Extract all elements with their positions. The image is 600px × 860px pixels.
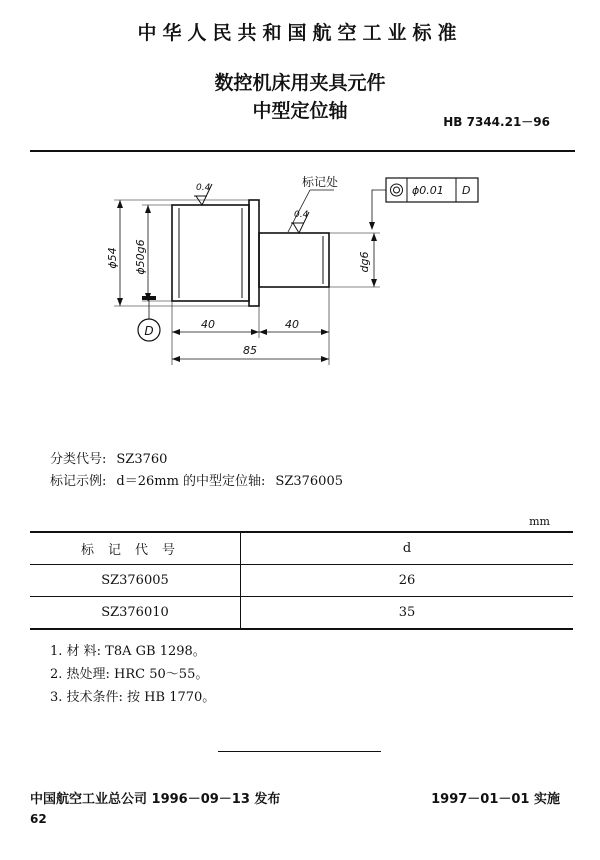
classification-value: SZ3760 xyxy=(116,452,168,467)
row-code: SZ376010 xyxy=(30,597,241,630)
pin-outline xyxy=(259,233,329,287)
end-rule xyxy=(218,751,381,752)
datum-triangle xyxy=(142,296,156,300)
dim-dg6: dg6 xyxy=(358,251,371,273)
note-technical-conditions: 3. 技术条件: 按 HB 1770。 xyxy=(50,690,216,705)
effective-date: 1997－01－01 实施 xyxy=(431,792,560,807)
dim-phi54: ϕ54 xyxy=(106,247,119,269)
marking-note: 标记处 xyxy=(302,175,339,189)
header-d: d xyxy=(241,532,574,565)
example-code: SZ376005 xyxy=(275,474,343,489)
concentricity-icon xyxy=(391,184,403,196)
marking-example-line xyxy=(50,470,353,489)
page-number: 62 xyxy=(30,812,47,826)
standard-number: HB 7344.21－96 xyxy=(443,115,550,129)
example-text: d＝26mm 的中型定位轴: xyxy=(116,474,266,489)
organization-header: 中华人民共和国航空工业标准 xyxy=(137,22,463,44)
table-header-row xyxy=(30,532,573,565)
dim-85: 85 xyxy=(243,344,257,357)
tolerance-value: ϕ0.01 xyxy=(412,184,444,197)
technical-drawing xyxy=(90,160,500,385)
note-heat-treatment: 2. 热处理: HRC 50～55。 xyxy=(50,667,209,682)
dim-phi50g6: ϕ50g6 xyxy=(134,239,147,275)
publisher-line: 中国航空工业总公司 1996－09－13 发布 xyxy=(30,792,281,807)
datum-label: D xyxy=(144,324,154,338)
document-subtitle: 中型定位轴 xyxy=(252,100,348,122)
shoulder-outline xyxy=(249,200,259,306)
row-d: 26 xyxy=(241,565,574,597)
header-rule xyxy=(30,150,575,152)
header-code: 标记代号 xyxy=(30,532,241,565)
dim-40-left: 40 xyxy=(201,318,215,331)
table-row xyxy=(30,597,573,630)
spec-table xyxy=(30,531,573,630)
row-code: SZ376005 xyxy=(30,565,241,597)
table-row xyxy=(30,565,573,597)
collar-outline xyxy=(172,205,249,301)
dim-40-right: 40 xyxy=(285,318,299,331)
example-label: 标记示例: xyxy=(50,474,107,489)
table-unit: mm xyxy=(529,515,550,528)
roughness-left: 0.4 xyxy=(196,183,211,193)
document-title: 数控机床用夹具元件 xyxy=(214,72,386,94)
roughness-right: 0.4 xyxy=(294,210,309,220)
classification-label: 分类代号: xyxy=(50,452,107,467)
note-material: 1. 材 料: T8A GB 1298。 xyxy=(50,644,206,659)
row-d: 35 xyxy=(241,597,574,630)
classification-line xyxy=(50,448,177,467)
tolerance-datum: D xyxy=(462,184,471,197)
